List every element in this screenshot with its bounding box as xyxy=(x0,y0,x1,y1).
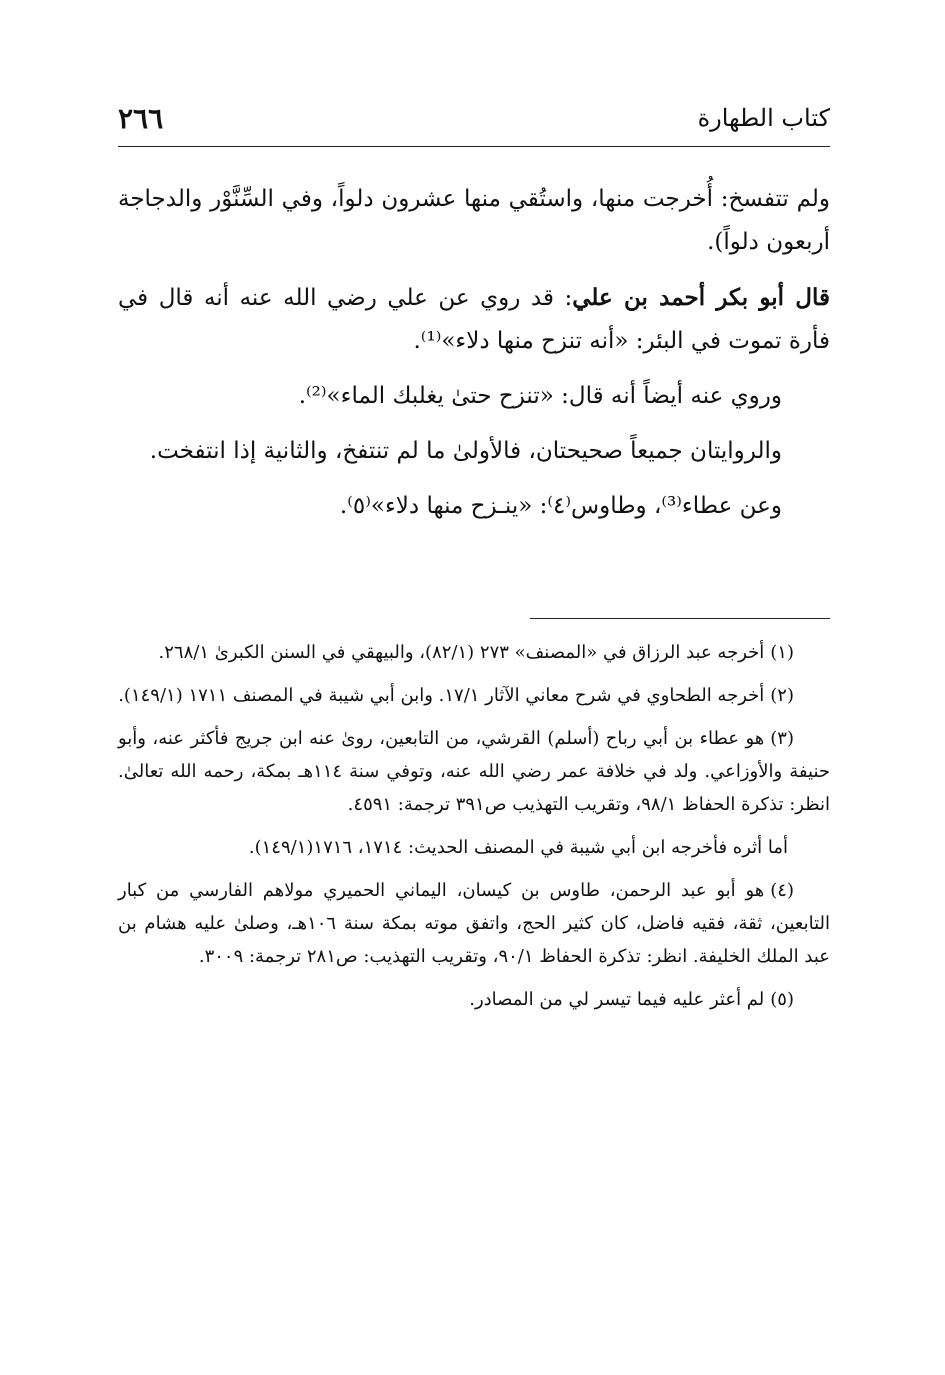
footnote-5 xyxy=(118,983,830,1016)
footnote-text: هو عطاء بن أبي رباح (أسلم) القرشي، من التابعين، روىٰ عنه ابن جريج فأكثر عنه، وأبو حنيفة والأوزاعي. ولد في خلافة عمر رضي الله عنه، وتوفي سنة ١١٤هـ بمكة، رحمه الله تعالىٰ. انظر: تذكرة الحفاظ ٩٨/١، وتقريب التهذيب ص٣٩١ ترجمة: ٤٥٩١. xyxy=(118,728,830,815)
footnote-number: (٤) xyxy=(770,880,794,901)
footnote-number: (٢) xyxy=(770,685,794,706)
footnote-3-continued xyxy=(118,831,830,864)
paragraph-2-text: : قد روي عن علي رضي الله عنه أنه قال في فأرة تموت في البئر: «أنه تنزح منها دلاء»⁽¹⁾. xyxy=(118,285,830,354)
paragraph-3: وروي عنه أيضاً أنه قال: «تنزح حتىٰ يغلبك الماء»⁽²⁾. xyxy=(298,383,782,409)
footnote-text: هو أبو عبد الرحمن، طاوس بن كيسان، اليماني الحميري مولاهم الفارسي من كبار التابعين، ثقة، فقيه فاضل، كان كثير الحج، واتفق موته بمكة سنة ١٠٦هـ، وصلىٰ عليه هشام بن عبد الملك الخليفة. انظر: تذكرة الحفاظ ٩٠/١، وتقريب التهذيب: ص٢٨١ ترجمة: ٣٠٠٩. xyxy=(118,880,831,967)
footnote-text: لم أعثر عليه فيما تيسر لي من المصادر. xyxy=(469,989,765,1010)
paragraph-1: ولم تتفسخ: أُخرجت منها، واستُقي منها عشرون دلواً، وفي السِّنَّوْر والدجاجة أربعون دلواً). xyxy=(118,186,830,255)
footnote-3 xyxy=(118,722,830,821)
chapter-title: كتاب الطهارة xyxy=(697,104,830,132)
page-number: ٢٦٦ xyxy=(118,102,164,135)
footnote-text: أخرجه الطحاوي في شرح معاني الآثار ١٧/١. وابن أبي شيبة في المصنف ١٧١١ (١٤٩/١). xyxy=(118,685,765,706)
footnotes xyxy=(118,636,830,1026)
page-header xyxy=(118,96,830,147)
paragraph-4: والروايتان جميعاً صحيحتان، فالأولىٰ ما لم تنتفخ، والثانية إذا انتفخت. xyxy=(149,438,782,464)
footnote-divider xyxy=(530,618,830,619)
footnote-number: (١) xyxy=(770,642,794,663)
footnote-number: (٥) xyxy=(770,989,794,1010)
paragraph-5: وعن عطاء⁽³⁾، وطاوس⁽٤⁾: «ينـزح منها دلاء»⁽٥⁾. xyxy=(339,493,782,519)
footnote-text: أخرجه عبد الرزاق في «المصنف» ٢٧٣ (٨٢/١)، والبيهقي في السنن الكبرىٰ ٢٦٨/١. xyxy=(158,642,765,663)
paragraph-2 xyxy=(118,276,830,363)
footnote-text: أما أثره فأخرجه ابن أبي شيبة في المصنف الحديث: ١٧١٤، ١٧١٦(١٤٩/١). xyxy=(248,837,788,858)
author-name: قال أبو بكر أحمد بن علي xyxy=(572,284,830,311)
footnote-4 xyxy=(118,874,830,973)
footnote-number: (٣) xyxy=(770,728,794,749)
footnote-2 xyxy=(118,679,830,712)
footnote-1 xyxy=(118,636,830,669)
main-text xyxy=(118,178,830,528)
